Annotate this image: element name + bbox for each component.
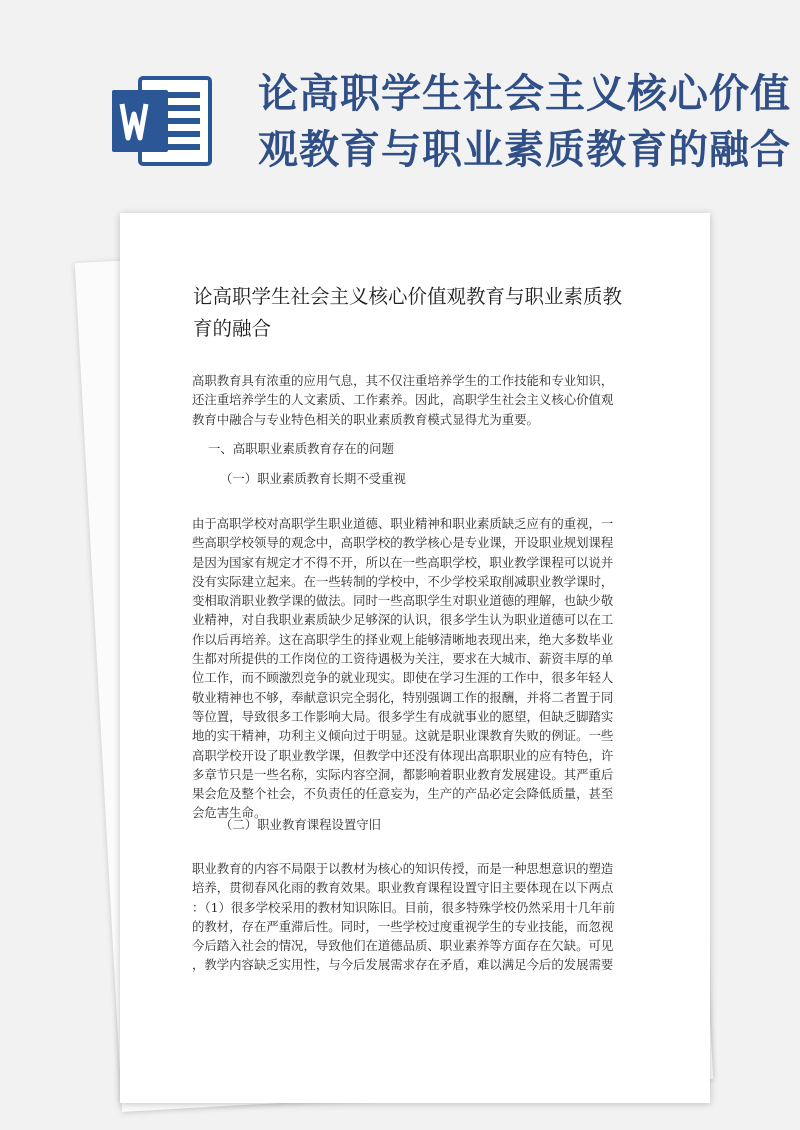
text-line: 教育中融合与专业特色相关的职业素质教育模式显得尤为重要。 — [192, 411, 539, 427]
banner-title-line: 观教育与职业素质教育的融合 — [258, 127, 791, 173]
document-page[interactable] — [120, 213, 710, 1103]
intro-paragraph — [192, 371, 642, 429]
document-title-line: 育的融合 — [193, 317, 272, 340]
text-line: 还注重培养学生的人文素质、工作素养。因此，高职学生社会主义核心价值观 — [192, 392, 614, 408]
text-line: 培养，贯彻春风化雨的教育效果。职业教育课程设置守旧主要体现在以下两点 — [192, 880, 614, 896]
section-heading: 一、高职职业素质教育存在的问题 — [208, 441, 394, 456]
text-line: 些高职学校领导的观念中，高职学校的教学核心是专业课，开设职业规划课程 — [192, 535, 614, 551]
subsection-heading: （一）职业素质教育长期不受重视 — [220, 471, 406, 486]
word-icon — [110, 72, 214, 170]
text-line: 会危害生命。 — [192, 805, 267, 821]
header-banner — [0, 0, 800, 200]
text-line: 是因为国家有规定才不得不开，所以在一些高职学校，职业教学课程可以说并 — [192, 554, 614, 570]
text-line: 高职学校开设了职业教学课，但教学中还没有体现出高职职业的应有特色，许 — [192, 747, 614, 763]
text-line: ：（1）很多学校采用的教材知识陈旧。目前，很多特殊学校仍然采用十几年前 — [192, 899, 615, 915]
text-line: 作以后再培养。这在高职学生的择业观上能够清晰地表现出来，绝大多数毕业 — [192, 631, 614, 647]
text-line: 今后踏入社会的情况，导致他们在道德品质、职业素养等方面存在欠缺。可见 — [192, 938, 614, 954]
subsection-heading: （二）职业教育课程设置守旧 — [220, 817, 382, 832]
document-title — [193, 281, 643, 345]
text-line: 等位置，导致很多工作影响大局。很多学生有成就事业的愿望，但缺乏脚踏实 — [192, 708, 614, 724]
text-line: 变相取消职业教学课的做法。同时一些高职学生对职业道德的理解，也缺少敬 — [192, 593, 614, 609]
body-paragraph — [192, 514, 642, 823]
text-line: ，教学内容缺乏实用性，与今后发展需求存在矛盾，难以满足今后的发展需要 — [192, 957, 614, 973]
text-line: 敬业精神也不够，奉献意识完全弱化，特别强调工作的报酬，并将二者置于同 — [192, 689, 614, 705]
text-line: 生都对所提供的工作岗位的工资待遇极为关注，要求在大城市、薪资丰厚的单 — [192, 651, 614, 667]
text-line: 高职教育具有浓重的应用气息，其不仅注重培养学生的工作技能和专业知识， — [192, 373, 614, 388]
body-paragraph — [192, 859, 642, 975]
document-title-line: 论高职学生社会主义核心价值观教育与职业素质教 — [193, 285, 623, 308]
banner-title — [258, 66, 791, 178]
text-line: 的教材，存在严重滞后性。同时，一些学校过度重视学生的专业技能，而忽视 — [192, 918, 614, 934]
text-line: 没有实际建立起来。在一些转制的学校中，不少学校采取削减职业教学课时， — [192, 573, 614, 589]
text-line: 业精神，对自我职业素质缺少足够深的认识，很多学生认为职业道德可以在工 — [192, 612, 614, 628]
banner-title-line: 论高职学生社会主义核心价值 — [258, 71, 791, 117]
text-line: 多章节只是一些名称，实际内容空洞，都影响着职业教育发展建设。其严重后 — [192, 766, 614, 782]
text-line: 果会危及整个社会，不负责任的任意妄为，生产的产品必定会降低质量，甚至 — [192, 786, 614, 802]
text-line: 地的实干精神，功利主义倾向过于明显。这就是职业课教育失败的例证。一些 — [192, 728, 614, 744]
text-line: 职业教育的内容不局限于以教材为核心的知识传授，而是一种思想意识的塑造 — [192, 861, 614, 876]
text-line: 由于高职学校对高职学生职业道德、职业精神和职业素质缺乏应有的重视，一 — [192, 516, 614, 531]
text-line: 位工作，而不顾激烈竞争的就业现实。即使在学习生涯的工作中，很多年轻人 — [192, 670, 614, 686]
